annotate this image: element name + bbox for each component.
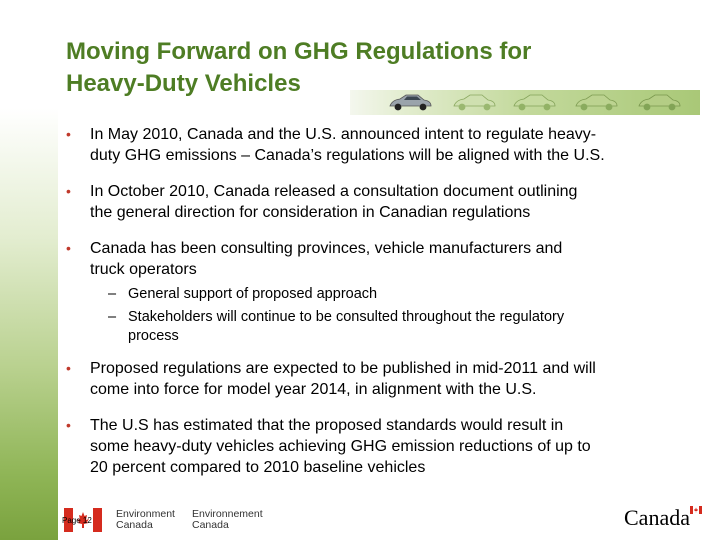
bullet-item xyxy=(66,415,706,478)
bullet-line: In May 2010, Canada and the U.S. announced intent to regulate heavy- xyxy=(90,126,597,143)
sub-bullet-line: General support of proposed approach xyxy=(128,286,378,302)
bullet-item xyxy=(66,358,706,400)
dash-icon: – xyxy=(108,286,117,302)
bullet-item xyxy=(66,181,706,223)
dept-name-en: Environment xyxy=(116,508,175,520)
bullet-icon: • xyxy=(66,360,71,376)
car-icon xyxy=(450,92,498,112)
bullet-line: come into force for model year 2014, in alignment with the U.S. xyxy=(90,381,537,398)
car-icon xyxy=(386,92,434,112)
canada-wordmark: Canada xyxy=(624,505,690,530)
bullet-line: some heavy-duty vehicles achieving GHG emission reductions of up to xyxy=(90,438,591,455)
car-image-strip xyxy=(350,90,700,115)
bullet-icon: • xyxy=(66,183,71,199)
green-gradient-sidebar xyxy=(0,108,58,540)
sub-bullet-item xyxy=(108,308,706,346)
sub-bullet-line: Stakeholders will continue to be consulted throughout the regulatory xyxy=(128,309,565,325)
bullet-line: Proposed regulations are expected to be published in mid-2011 and will xyxy=(90,360,596,377)
dept-name-fr: Environnement xyxy=(192,508,263,520)
bullet-line: Canada has been consulting provinces, vehicle manufacturers and xyxy=(90,240,563,257)
bullet-icon: • xyxy=(66,240,71,256)
bullet-item xyxy=(66,124,706,166)
wordmark-flag-icon xyxy=(690,506,702,514)
sub-bullet-line: process xyxy=(128,328,179,344)
title-line: Heavy-Duty Vehicles xyxy=(66,70,301,97)
slide-content xyxy=(66,124,706,493)
title-line: Moving Forward on GHG Regulations for xyxy=(66,38,532,65)
bullet-line: the general direction for consideration in Canadian regulations xyxy=(90,204,531,221)
sub-bullet-item xyxy=(108,285,706,304)
page-number: Page 12 xyxy=(62,516,92,525)
car-icon xyxy=(572,92,620,112)
dept-name-en: Canada xyxy=(116,519,153,531)
sub-bullet-list xyxy=(108,285,706,346)
bullet-line: truck operators xyxy=(90,261,197,278)
bullet-line: duty GHG emissions – Canada’s regulations will be aligned with the U.S. xyxy=(90,147,605,164)
bullet-icon: • xyxy=(66,126,71,142)
bullet-line: In October 2010, Canada released a consultation document outlining xyxy=(90,183,578,200)
bullet-icon: • xyxy=(66,417,71,433)
bullet-line: The U.S has estimated that the proposed standards would result in xyxy=(90,417,564,434)
car-icon xyxy=(510,92,558,112)
bullet-line: 20 percent compared to 2010 baseline vehicles xyxy=(90,459,426,476)
dept-name-fr: Canada xyxy=(192,519,229,531)
dash-icon: – xyxy=(108,309,117,325)
car-icon xyxy=(635,92,683,112)
bullet-item xyxy=(66,238,706,280)
